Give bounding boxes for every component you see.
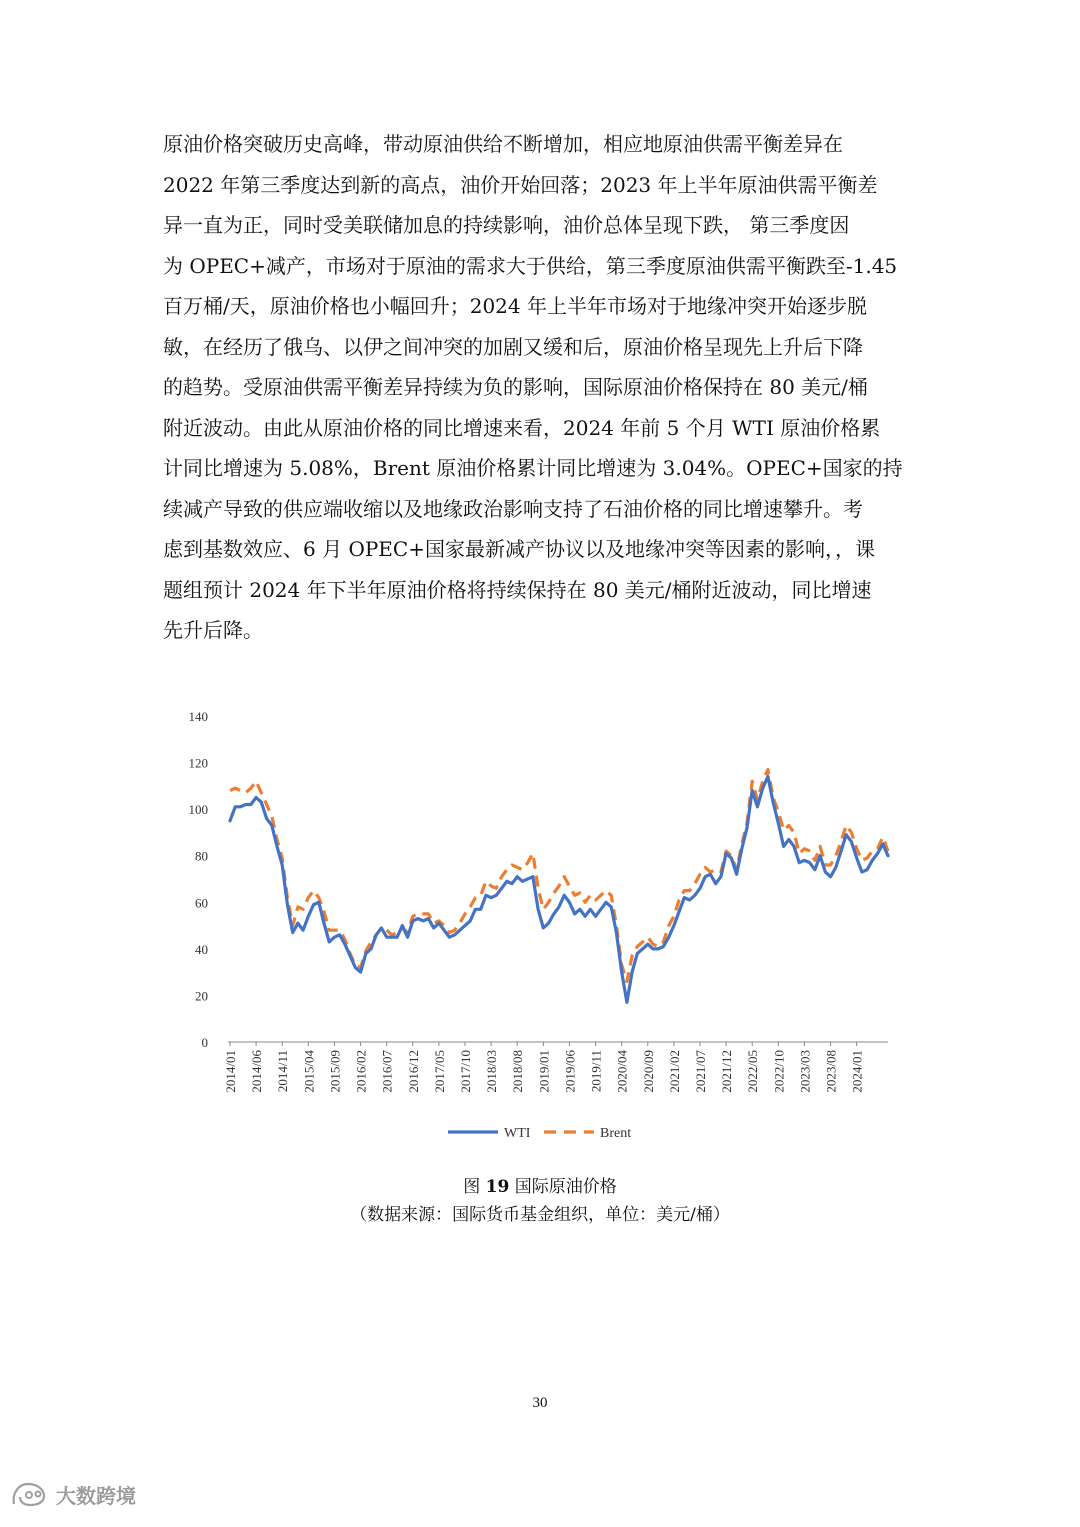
body-line: 续减产导致的供应端收缩以及地缘政治影响支持了石油价格的同比增速攀升。考 — [163, 496, 863, 521]
x-tick-label: 2015/04 — [301, 1050, 317, 1093]
x-tick-label: 2021/02 — [666, 1050, 682, 1093]
y-tick-label: 60 — [195, 895, 208, 911]
x-tick-label: 2021/12 — [719, 1050, 735, 1093]
body-line: 异一直为正，同时受美联储加息的持续影响，油价总体呈现下跌， 第三季度因 — [163, 213, 850, 237]
body-line: 计同比增速为 5.08%，Brent 原油价格累计同比增速为 3.04%。OPEC+国家的持 — [163, 456, 903, 480]
figure-source: （数据来源：国际货币基金组织，单位：美元/桶） — [350, 1205, 730, 1225]
x-tick-label: 2019/11 — [588, 1050, 604, 1093]
x-tick-label: 2023/03 — [797, 1050, 813, 1093]
x-tick-label: 2016/07 — [379, 1050, 395, 1093]
line-chart-svg — [0, 690, 1080, 1160]
figure-number: 19 — [485, 1177, 510, 1197]
body-line: 虑到基数效应、6 月 OPEC+国家最新减产协议以及地缘冲突等因素的影响，，课 — [163, 537, 875, 561]
x-tick-label: 2018/03 — [484, 1050, 500, 1093]
figure-title: 国际原油价格 — [509, 1177, 617, 1197]
x-tick-label: 2014/01 — [223, 1050, 238, 1093]
legend-label-wti: WTI — [504, 1126, 531, 1141]
y-tick-label: 140 — [188, 709, 208, 724]
watermark-logo-icon — [10, 1480, 50, 1508]
x-tick-label: 2014/06 — [249, 1050, 265, 1093]
body-line: 附近波动。由此从原油价格的同比增速来看，2024 年前 5 个月 WTI 原油价格累 — [163, 415, 881, 440]
series-line-brent — [230, 770, 888, 982]
x-tick-label: 2020/09 — [640, 1050, 656, 1093]
body-line: 敏，在经历了俄乌、以伊之间冲突的加剧又缓和后，原油价格呈现先上升后下降 — [163, 334, 863, 359]
legend-label-brent: Brent — [600, 1126, 632, 1141]
figure-caption — [0, 1172, 1080, 1197]
figure-caption-prefix: 图 — [463, 1177, 486, 1197]
x-tick-label: 2023/08 — [823, 1050, 839, 1093]
y-tick-label: 80 — [195, 848, 208, 864]
body-line: 先升后降。 — [163, 618, 263, 642]
body-line: 题组预计 2024 年下半年原油价格将持续保持在 80 美元/桶附近波动，同比增速 — [163, 577, 872, 602]
x-tick-label: 2018/08 — [510, 1050, 526, 1093]
x-tick-label: 2024/01 — [849, 1050, 865, 1093]
x-tick-label: 2014/11 — [275, 1050, 291, 1093]
y-tick-label: 40 — [195, 941, 208, 957]
body-line: 百万桶/天，原油价格也小幅回升；2024 年上半年市场对于地缘冲突开始逐步脱 — [163, 294, 867, 318]
y-tick-label: 120 — [188, 755, 208, 771]
watermark-text: 大数跨境 — [56, 1483, 136, 1508]
y-tick-label: 0 — [201, 1035, 208, 1050]
body-line: 原油价格突破历史高峰，带动原油供给不断增加，相应地原油供需平衡差异在 — [163, 132, 843, 156]
series-line-wti — [230, 777, 888, 1003]
x-tick-label: 2022/05 — [745, 1050, 761, 1093]
body-line: 的趋势。受原油供需平衡差异持续为负的影响，国际原油价格保持在 80 美元/桶 — [163, 375, 868, 399]
watermark — [10, 1478, 136, 1510]
x-tick-label: 2016/12 — [405, 1050, 421, 1093]
x-tick-label: 2019/06 — [562, 1050, 578, 1093]
x-tick-label: 2015/09 — [327, 1050, 343, 1093]
x-tick-label: 2022/10 — [771, 1050, 787, 1093]
page-number: 30 — [532, 1395, 548, 1411]
x-tick-label: 2019/01 — [536, 1050, 552, 1093]
y-tick-label: 100 — [188, 802, 208, 818]
body-line: 为 OPEC+减产，市场对于原油的需求大于供给，第三季度原油供需平衡跌至-1.45 — [163, 253, 898, 278]
x-tick-label: 2017/05 — [431, 1050, 447, 1093]
y-tick-label: 20 — [195, 988, 208, 1004]
oil-price-chart — [0, 690, 1080, 1160]
x-tick-label: 2020/04 — [614, 1050, 630, 1093]
x-tick-label: 2017/10 — [458, 1050, 473, 1093]
x-tick-label: 2016/02 — [353, 1050, 369, 1093]
body-line: 2022 年第三季度达到新的高点，油价开始回落；2023 年上半年原油供需平衡差 — [163, 172, 878, 197]
x-tick-label: 2021/07 — [693, 1050, 708, 1093]
body-paragraph — [163, 124, 919, 651]
